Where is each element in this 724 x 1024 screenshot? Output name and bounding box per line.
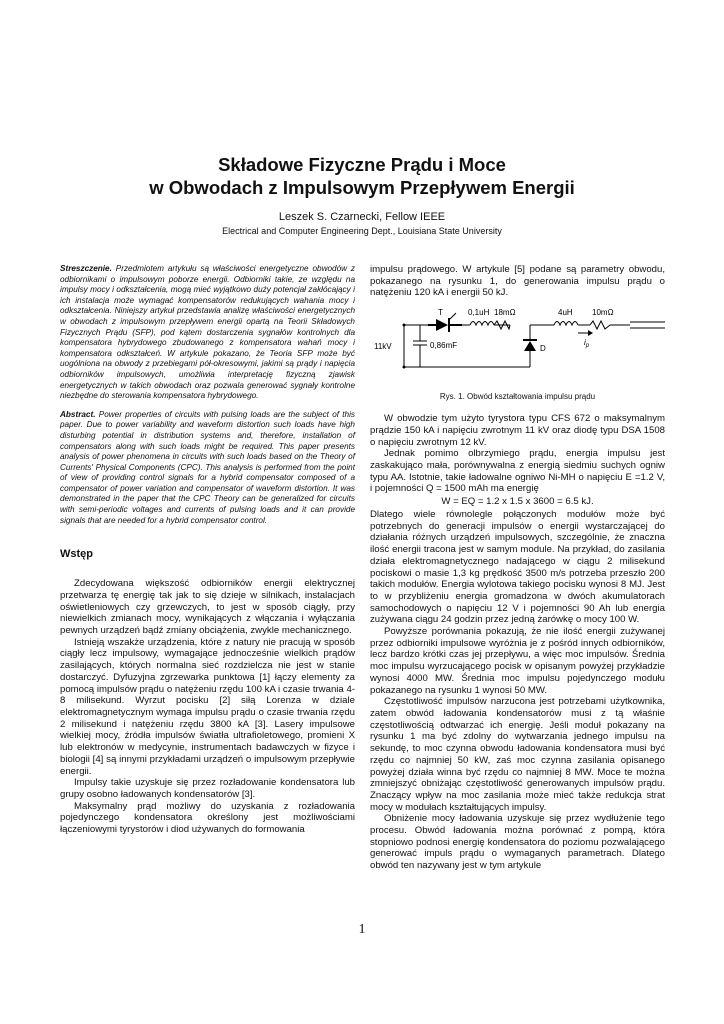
- abstract: [60, 410, 355, 527]
- label-diode: D: [540, 344, 546, 354]
- label-resistor-2: 10mΩ: [592, 308, 614, 318]
- label-resistor-1: 18mΩ: [494, 308, 516, 318]
- abstract-label: Abstract.: [60, 409, 96, 419]
- streszczenie-label: Streszczenie.: [60, 264, 112, 273]
- right-paragraph-2: W obwodzie tym użyto tyrystora typu CFS 672 o maksymalnym prądzie 150 kA i napięciu zwrotnym 11 kV oraz diodę typu DSA 1508 o napięciu zwrotnym 12 kV.: [370, 413, 665, 448]
- left-paragraph-2: Istnieją wszakże urządzenia, które z natury nie pracują w sposób ciągły lecz impulsowy, wymagające jednocześnie wielkich prądów zasilających, których normalna sieć rozdzielcza nie jest w stanie dostarczyć. Dyfuzyjna zgrzewarka punktowa [1] łączy elementy za pomocą impulsów prądu o natężeniu rzędu 100 kA i czasie trwania 4-8 milisekund. Wyrzut pocisku [2] siłą Lorenza w dziale elektromagnetycznym wymaga impulsu prądu o czasie trwania rzędu 2 milisekund i natężeniu rzędu 3800 kA [3]. Lasery impulsowe wielkiej mocy, źródła impulsów światła ultrafioletowego, promieni X lub elektronów w medycynie, instrumentach badawczych w fizyce i biologii [4] są innymi przykładami urządzeń o impulsowym przepływie energii.: [60, 636, 355, 777]
- pulse-circuit-diagram: [370, 303, 665, 381]
- section-heading-wstep: Wstęp: [60, 548, 93, 561]
- right-column: [370, 264, 665, 872]
- right-paragraph-6: Częstotliwość impulsów narzucona jest potrzebami użytkownika, zatem obwód ładowania kondensatorów musi z tą właśnie częstotliwością odtwarzać ich energię. Jeśli moduł pokazany na rysunku 1 ma być zdolny do wytwarzania jednego impulsu na sekundę, to moc czynna obwodu ładowania kondensatora musi być rzędu co najmniej 50 kW, zaś moc czynna zasilania opisanego powyżej działa winna być rzędu co najmniej 8 MW. Moce te można zmniejszyć obniżając częstotliwość generowanych impulsów prądu. Znaczący wpływ na moc zasilania może mieć także redukcja strat mocy w modułach kształtujących impulsy.: [370, 696, 665, 813]
- left-paragraph-3: Impulsy takie uzyskuje się przez rozładowanie kondensatora lub grupy osobno ładowanych kondensatorów [3].: [60, 777, 355, 800]
- page-number: 1: [358, 922, 366, 937]
- left-paragraph-1: Zdecydowana większość odbiorników energii elektrycznej przetwarza tę energię tak jak to się dzieje w silnikach, instalacjach oświetleniowych czy grzewczych, to jest w sposób ciągły, przy niewielkich zmianach mocy, wynikających z włączania i wyłączania pewnych urządzeń bądź zmiany obciążenia, zwykle mechanicznego.: [60, 578, 355, 637]
- right-paragraph-4: Dlatego wiele równolegle połączonych modułów może być potrzebnych do generacji impulsów o energii wystarczającej do działania różnych urządzeń impulsowych, szczególnie, że znaczna ilość energii tracona jest w samym module. Na przykład, do zasilania działa elektromagnetycznego nadającego w ciągu 2 milisekund pociskowi o masie 1,3 kg prędkość 3500 m/s potrzeba przeszło 200 takich modułów. Energia wylotowa takiego pocisku wynosi 8 MJ. Jest to w przybliżeniu energia gromadzona w dwóch akumulatorach samochodowych o napięciu 12 V i pojemności 90 Ah lub energia zużywana ciągu 24 godzin przez jedną żarówkę o mocy 100 W.: [370, 509, 665, 626]
- author: Leszek S. Czarnecki, Fellow IEEE: [278, 211, 446, 223]
- title-line-1: Składowe Fizyczne Prądu i Moce: [218, 154, 506, 175]
- label-current-symbol: i: [584, 338, 586, 348]
- label-capacitor: 0,86mF: [430, 341, 458, 351]
- right-paragraph-3: Jednak pomimo olbrzymiego prądu, energia impulsu jest zaskakująco mała, porównywalna z energią siedmiu suchych ogniw typu AA. Istotnie, takie ładowalne ogniwo Ni-MH o napięciu E =1.2 V, i pojemności Q = 1500 mAh ma energię: [370, 448, 665, 495]
- label-inductor-1: 0,1uH: [468, 308, 490, 318]
- label-source: 11kV: [374, 342, 392, 352]
- label-current: [584, 338, 590, 349]
- streszczenie: [60, 264, 355, 402]
- figure-1-caption: Rys. 1. Obwód kształtowania impulsu prądu: [439, 392, 596, 402]
- label-inductor-2: 4uH: [558, 308, 573, 318]
- label-current-subscript: p: [585, 343, 590, 350]
- right-paragraph-7: Obniżenie mocy ładowania uzyskuje się przez wydłużenie tego procesu. Obwód ładowania można porównać z pompą, która stopniowo podnosi energię kondensatora do poziomu pozwalającego generować impuls prądu o wymaganych parametrach. Dlatego obwód ten nazywany jest w tym artykule: [370, 813, 665, 872]
- left-paragraph-4: Maksymalny prąd możliwy do uzyskania z rozładowania pojedynczego kondensatora określony jest możliwościami łączeniowymi tyrystorów i diod używanych do formowania: [60, 800, 355, 836]
- streszczenie-text: Przedmiotem artykułu są właściwości energetyczne obwodów z odbiornikami o impulsowym poborze energii. Odbiorniki takie, ze względu na impulsy mocy i odkształcenia, mogą mieć wyjątkowo duży potencjał zakłócający i ich instalacja może wymagać kompensatorów redukujących wahania mocy i odkształcenia. Niniejszy artykuł przedstawia analizę właściwości energetycznych w obwodach z impulsowym przepływem energii opartą na Teorii Składowych Fizycznych Prądu (SFP), pod kątem dostarczenia sygnałów kontrolnych dla kompensatora hybrydowego zbudowanego z kompensatora wahań mocy i kompensatora odkształceń. W artykule pokazano, że Teoria SFP może być uogólniona na obwody z przebiegami pół-okresowymi, jakimi są prądy i napięcia odbiorników impulsowych, umożliwia interpretację fizyczną zjawisk energetycznych w takich obwodach oraz pozwala generować sygnały kontrolne niezbędne do sterowania kompensatora hybrydowego.: [60, 264, 355, 401]
- figure-1: [370, 303, 665, 401]
- left-column: [60, 264, 355, 836]
- title-line-2: w Obwodach z Impulsowym Przepływem Energii: [149, 177, 575, 198]
- affiliation: Electrical and Computer Engineering Dept., Louisiana State University: [222, 226, 502, 236]
- right-paragraph-intro: impulsu prądowego. W artykule [5] podane są parametry obwodu, pokazanego na rysunku 1, do generowania impulsu prądu o natężeniu 120 kA i energii 50 kJ.: [370, 264, 665, 299]
- abstract-text: Power properties of circuits with pulsing loads are the subject of this paper. Due to power variability and waveform distortion such loads have high disturbing potential in distribution systems and, therefore, installation of compensators along with such loads might be required. This paper presents analysis of power phenomena in circuits with such loads based on the Theory of Currents' Physical Components (CPC). This analysis is performed from the point of view of providing control signals for a hybrid compensator composed of a compensator of power variation and compensator of waveform distortion. It was demonstrated in the paper that the CPC Theory can be generalized for circuits with semi-periodic voltages and currents of pulsing loads and it can provide signals that are needed for a hybrid compensator control.: [60, 409, 355, 525]
- label-thyristor: T: [438, 308, 443, 318]
- right-paragraph-5: Powyższe porównania pokazują, że nie ilość energii zużywanej przez odbiorniki impulsowe wyróżnia je z pośród innych odbiorników, lecz bardzo krótki czas jej przepływu, a więc moc impulsów. Średnia moc impulsu wyrzucającego pocisk w opisanym powyżej przykładzie wynosi 4000 MW. Średnia moc impulsu pojedynczego modułu pokazanego na rysunku 1 wynosi 50 MW.: [370, 626, 665, 696]
- energy-equation: W = EQ = 1.2 x 1.5 x 3600 = 6.5 kJ.: [441, 496, 594, 508]
